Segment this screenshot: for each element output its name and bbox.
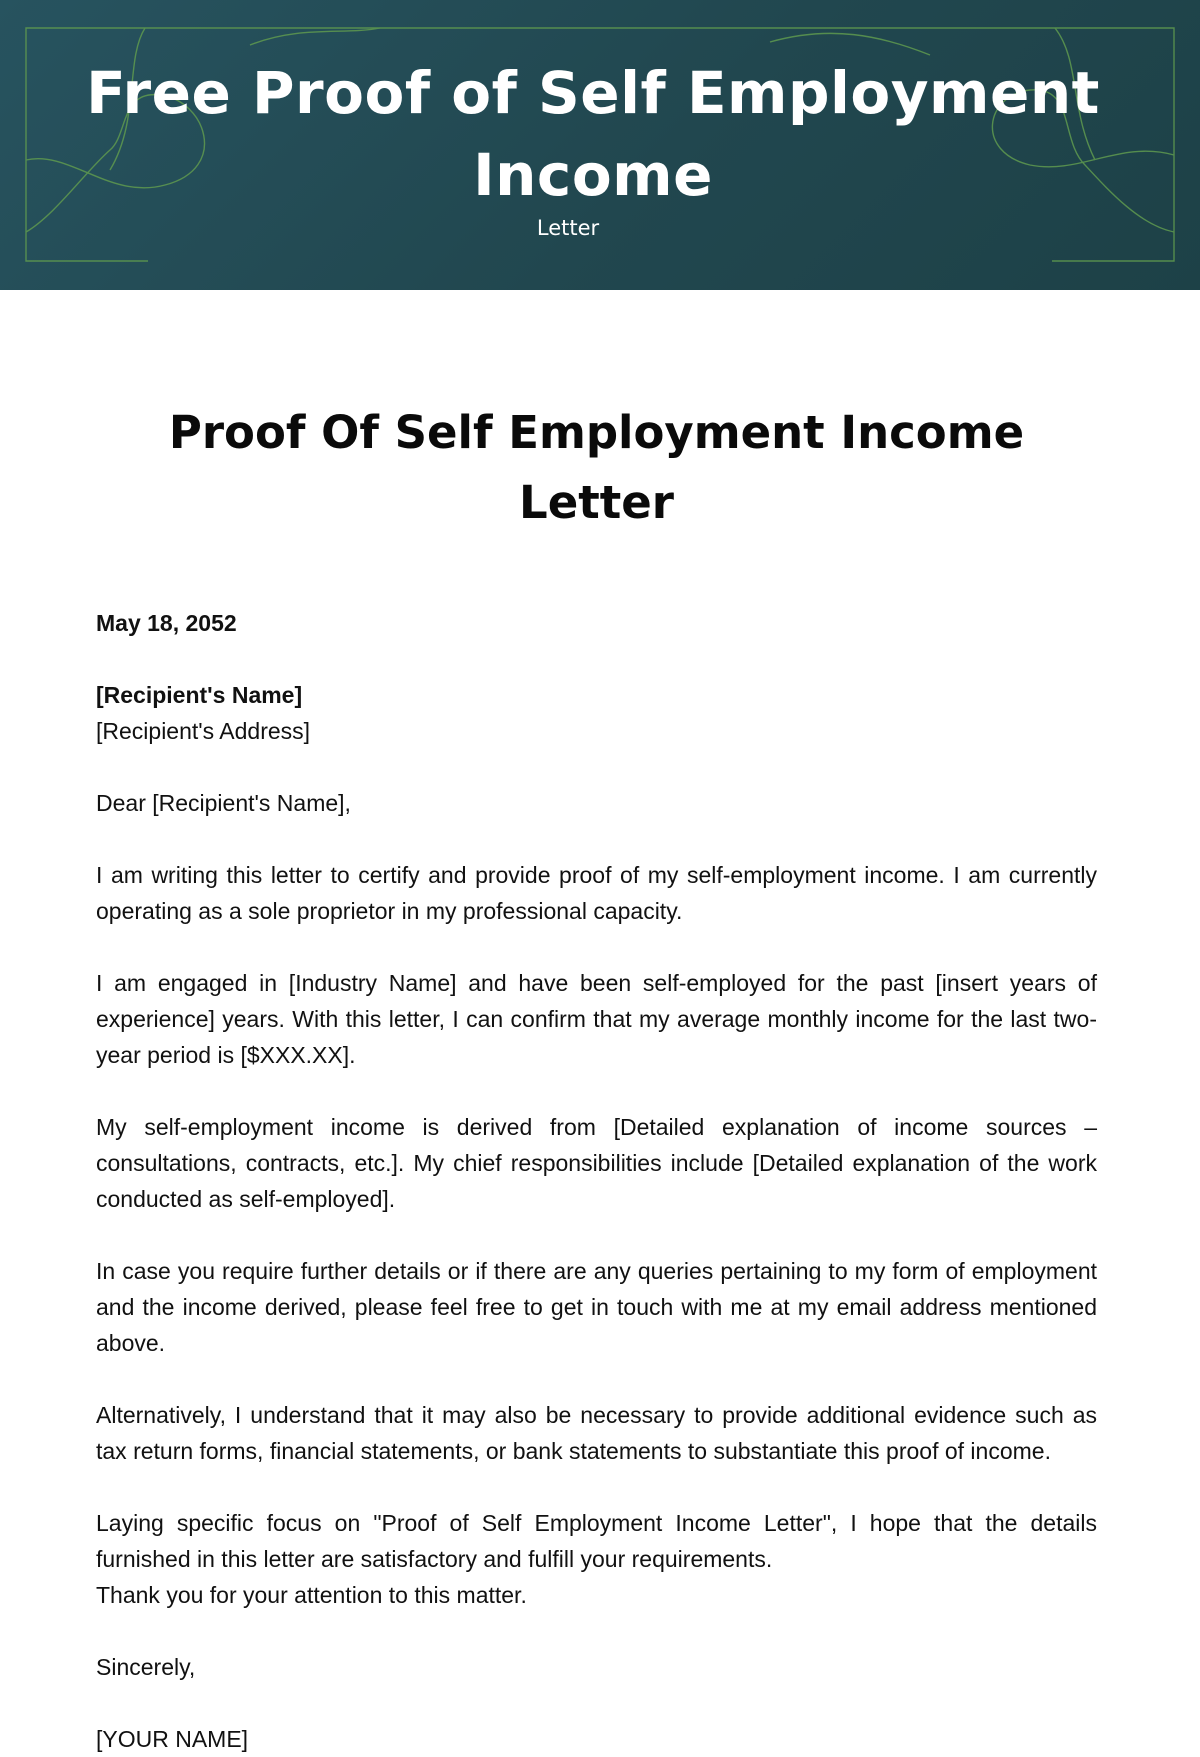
closing: Sincerely,: [96, 1654, 196, 1680]
banner-title: Free Proof of Self Employment Income: [86, 59, 1100, 209]
thanks-line: Thank you for your attention to this matter.: [96, 1582, 527, 1608]
paragraph: My self-employment income is derived from [Detailed explanation of income sources – consultations, contracts, etc.]. My chief responsibilities include [Detailed explanation of the work conducted as self-employed].: [96, 1114, 1097, 1212]
recipient-address: [Recipient's Address]: [96, 718, 311, 744]
paragraph: I am writing this letter to certify and provide proof of my self-employment income. I am currently operating as a sole proprietor in my professional capacity.: [96, 862, 1097, 924]
signature-name: [YOUR NAME]: [96, 1726, 249, 1752]
recipient-name: [Recipient's Name]: [96, 682, 303, 708]
top-left-wave: [250, 28, 380, 45]
paragraph: Laying specific focus on "Proof of Self Employment Income Letter", I hope that the details furnished in this letter are satisfactory and fulfill your requirements.: [96, 1510, 1097, 1572]
header-banner: [0, 0, 1200, 290]
letter-title: Proof Of Self Employment Income Letter: [168, 406, 1025, 529]
banner-subtitle: Letter: [536, 216, 600, 240]
recipient-block: [96, 677, 1097, 749]
salutation: Dear [Recipient's Name],: [96, 790, 351, 816]
paragraph: Alternatively, I understand that it may also be necessary to provide additional evidence such as tax return forms, financial statements, or bank statements to substantiate this proof of income.: [96, 1402, 1097, 1464]
paragraph: In case you require further details or if there are any queries pertaining to my form of employment and the income derived, please feel free to get in touch with me at my email address mentioned above.: [96, 1258, 1097, 1356]
paragraph: I am engaged in [Industry Name] and have been self-employed for the past [insert years of experience] years. With this letter, I can confirm that my average monthly income for the last two-year period is [$XXX.XX].: [96, 970, 1097, 1068]
letter-body: [96, 406, 1097, 1757]
letter-date: May 18, 2052: [96, 610, 237, 636]
